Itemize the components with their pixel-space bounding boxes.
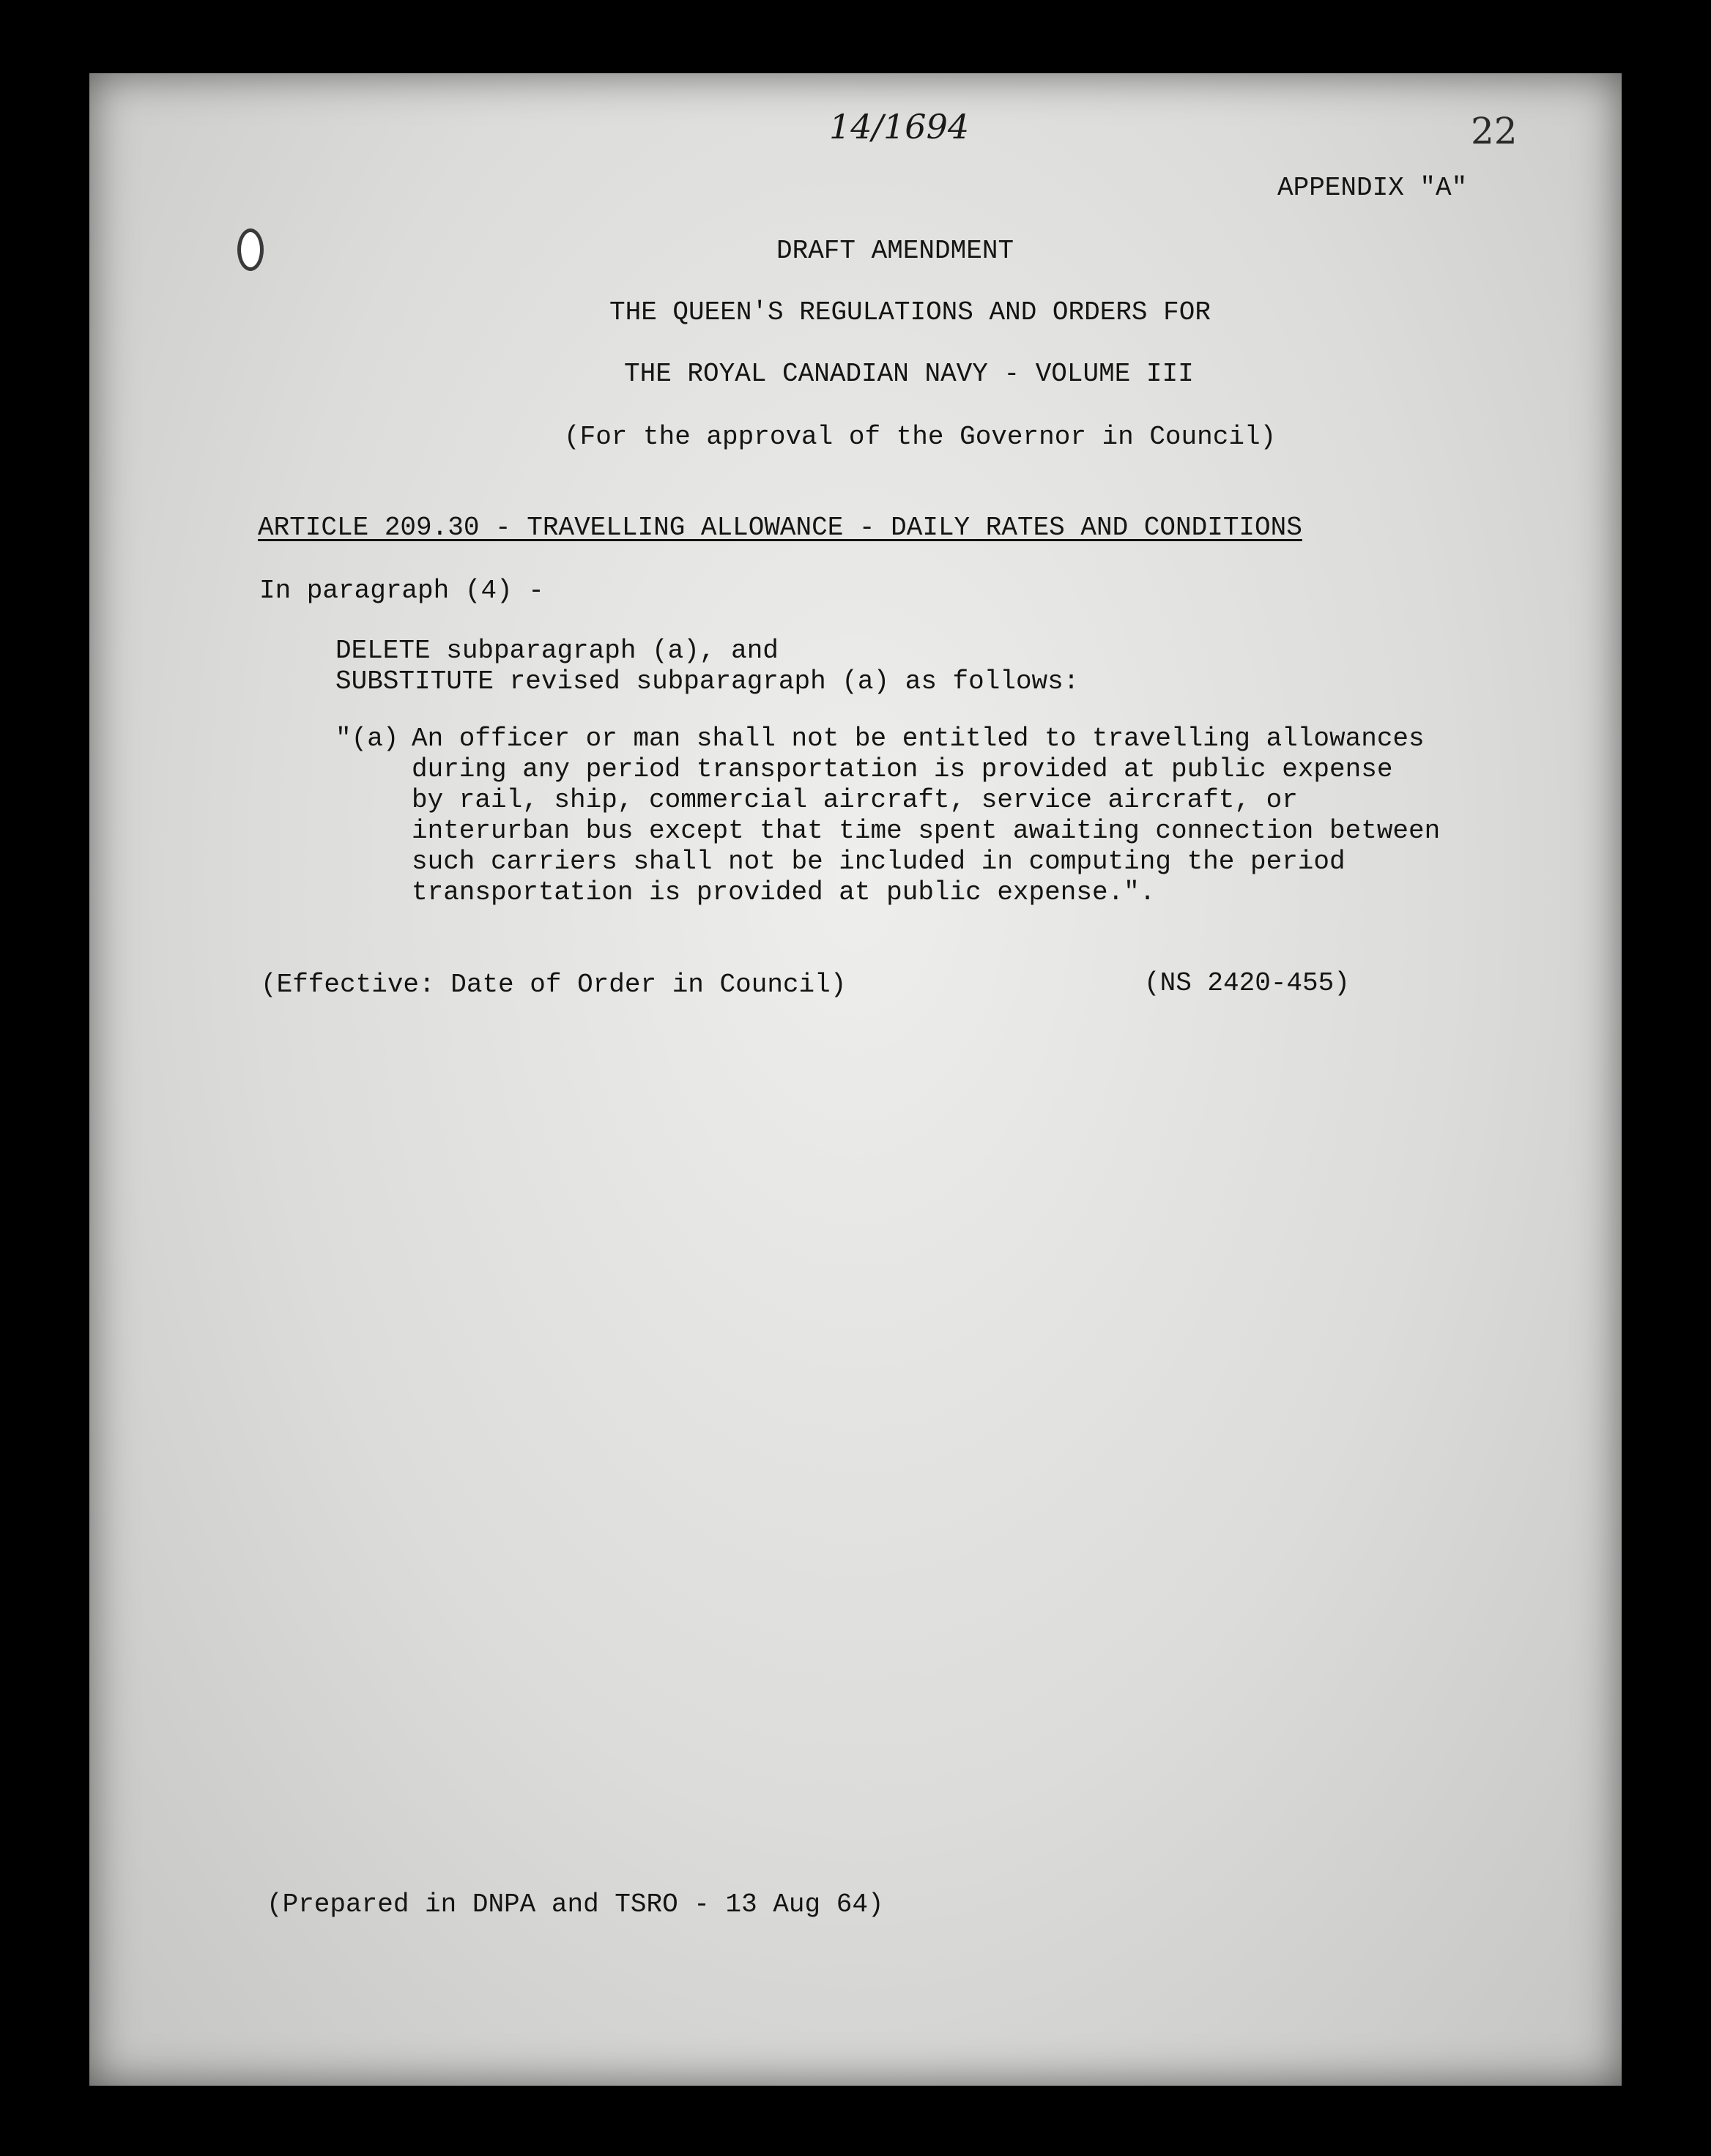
subparagraph-line: by rail, ship, commercial aircraft, service aircraft, or <box>412 785 1298 815</box>
subparagraph-line: transportation is provided at public expense.". <box>412 877 1156 907</box>
subparagraph-text <box>412 724 1440 908</box>
subparagraph-line: during any period transportation is provided at public expense <box>412 754 1393 784</box>
subparagraph-line: such carriers shall not be included in computing the period <box>412 847 1346 877</box>
appendix-label: APPENDIX "A" <box>1277 173 1468 203</box>
subparagraph-line: An officer or man shall not be entitled to travelling allowances <box>412 724 1425 754</box>
heading-approval: (For the approval of the Governor in Council) <box>564 422 1277 452</box>
page-number: 22 <box>1471 110 1518 152</box>
subparagraph-label: "(a) <box>335 724 399 754</box>
paragraph-intro: In paragraph (4) - <box>259 576 544 606</box>
article-title: ARTICLE 209.30 - TRAVELLING ALLOWANCE - DAILY RATES AND CONDITIONS <box>258 513 1302 543</box>
heading-regulations: THE QUEEN'S REGULATIONS AND ORDERS FOR <box>609 297 1211 327</box>
subparagraph-line: interurban bus except that time spent awaiting connection between <box>412 816 1441 846</box>
substitute-instruction: SUBSTITUTE revised subparagraph (a) as follows: <box>335 666 1080 696</box>
effective-date: (Effective: Date of Order in Council) <box>261 970 847 1000</box>
prepared-note: (Prepared in DNPA and TSRO - 13 Aug 64) <box>267 1889 884 1919</box>
reference-number: (NS 2420-455) <box>1144 968 1350 998</box>
heading-draft-amendment: DRAFT AMENDMENT <box>776 236 1014 266</box>
punch-hole <box>237 228 264 271</box>
delete-instruction: DELETE subparagraph (a), and <box>335 636 779 666</box>
handwritten-file-number: 14/1694 <box>829 107 970 146</box>
heading-royal-canadian-navy: THE ROYAL CANADIAN NAVY - VOLUME III <box>624 359 1194 389</box>
